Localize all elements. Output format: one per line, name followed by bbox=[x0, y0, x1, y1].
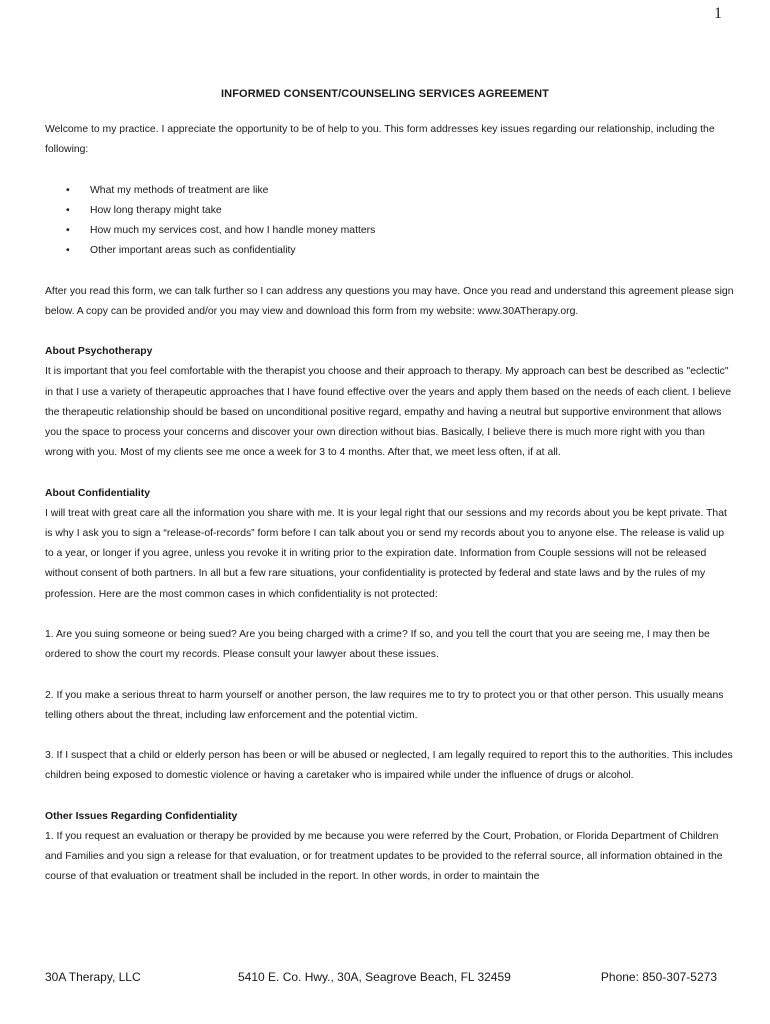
footer-address: 5410 E. Co. Hwy., 30A, Seagrove Beach, FL 32459 bbox=[238, 970, 511, 984]
confidentiality-item-2: 2. If you make a serious threat to harm yourself or another person, the law requires me to try to protect you or that other person. This usually means telling others about the threat, including law enforcement and the potential victim. bbox=[45, 689, 724, 721]
list-item: • How long therapy might take bbox=[45, 201, 735, 221]
bullet-icon: • bbox=[66, 204, 70, 216]
list-item: • How much my services cost, and how I handle money matters bbox=[45, 221, 735, 241]
document-body bbox=[45, 120, 735, 908]
topics-list bbox=[45, 181, 735, 262]
list-item: • Other important areas such as confidentiality bbox=[45, 241, 735, 261]
psychotherapy-heading: About Psychotherapy bbox=[45, 346, 153, 358]
list-item: • What my methods of treatment are like bbox=[45, 181, 735, 201]
bullet-icon: • bbox=[66, 225, 70, 236]
bullet-icon: • bbox=[66, 184, 70, 196]
footer-phone: Phone: 850-307-5273 bbox=[600, 970, 717, 984]
page-number: 1 bbox=[714, 5, 722, 22]
after-read-paragraph: After you read this form, we can talk further so I can address any questions you may have. Once you read and understand this agreement please sign below. A copy can be provided and/or you may view and download this form from my website: www.30ATherapy.org. bbox=[45, 285, 734, 317]
psychotherapy-paragraph: It is important that you feel comfortable with the therapist you choose and their approach to therapy. My approach can best be described as "eclectic" in that I use a variety of therapeutic approaches that I have found effective over the years and apply them based on the needs of each client. I believe the therapeutic relationship should be based on unconditional positive regard, empathy and having a neutral but supportive environment that allows you the space to process your concerns and discover your own direction without bias. Basically, I believe there is much more right with you than wrong with you. Most of my clients see me once a week for 3 to 4 months. After that, we meet less often, if at all. bbox=[45, 366, 732, 459]
confidentiality-heading: About Confidentiality bbox=[45, 487, 151, 499]
confidentiality-item-3: 3. If I suspect that a child or elderly person has been or will be abused or neglected, I am legally required to report this to the authorities. This includes children being exposed to domestic violence or having a caretaker who is impaired while under the influence of drugs or alcohol. bbox=[45, 750, 733, 782]
bullet-icon: • bbox=[66, 245, 70, 257]
confidentiality-paragraph: I will treat with great care all the information you share with me. It is your legal right that our sessions and my records about you be kept private. That is why I ask you to sign a “release-of-records” form before I can talk about you or send my records about you to anyone else. The release is valid up to a year, or longer if you agree, unless you revoke it in writing prior to the expiration date. Information from Couple sessions will not be released without consent of both partners. In all but a few rare situations, your confidentiality is protected by federal and state laws and by the rules of my profession. Here are the most common cases in which confidentiality is not protected: bbox=[45, 507, 727, 600]
other-issues-paragraph: 1. If you request an evaluation or therapy be provided by me because you were referred by the Court, Probation, or Florida Department of Children and Families and you sign a release for that evaluation, or for treatment updates to be provided to the referral source, all information obtained in the course of that evaluation or treatment shall be included in the report. In other words, in order to maintain the bbox=[45, 830, 723, 883]
footer-company: 30A Therapy, LLC bbox=[45, 970, 141, 984]
intro-paragraph: Welcome to my practice. I appreciate the opportunity to be of help to you. This form addresses key issues regarding our relationship, including the following: bbox=[45, 124, 715, 156]
page-footer bbox=[45, 970, 717, 990]
other-issues-heading: Other Issues Regarding Confidentiality bbox=[45, 810, 238, 822]
confidentiality-item-1: 1. Are you suing someone or being sued? Are you being charged with a crime? If so, and you tell the court that you are seeing me, I may then be ordered to show the court my records. Please consult your lawyer about these issues. bbox=[45, 629, 710, 661]
document-title: INFORMED CONSENT/COUNSELING SERVICES AGREEMENT bbox=[221, 88, 549, 100]
